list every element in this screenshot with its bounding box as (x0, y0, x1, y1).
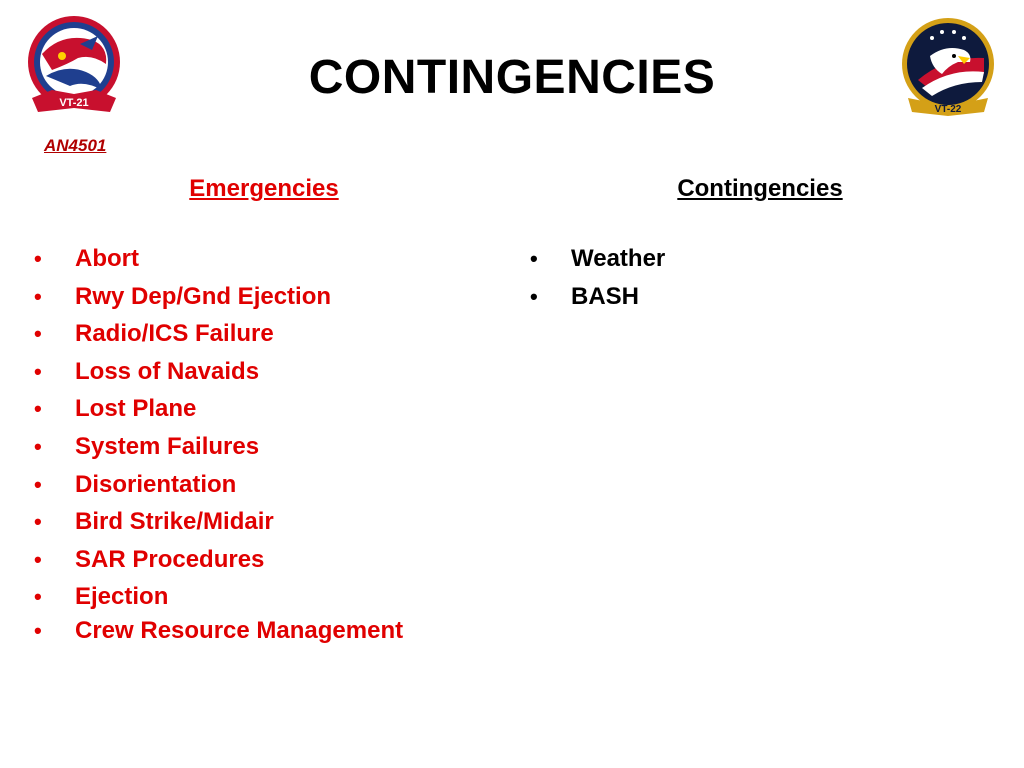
vt-21-patch-text: VT-21 (59, 97, 89, 109)
emergency-item-label: Rwy Dep/Gnd Ejection (75, 282, 332, 310)
emergency-item-label: Bird Strike/Midair (75, 508, 274, 536)
list-item (530, 242, 930, 280)
bullet-icon: • (34, 509, 42, 535)
emergencies-heading: Emergencies (189, 175, 339, 202)
page-title: CONTINGENCIES (308, 51, 716, 104)
list-item (34, 580, 494, 614)
contingency-item-label: Weather (571, 245, 666, 272)
emergency-item-label: Radio/ICS Failure (75, 320, 274, 348)
emergency-item-label: Ejection (75, 583, 169, 611)
emergency-item-label: Crew Resource Management (75, 617, 404, 645)
bullet-icon: • (34, 584, 42, 610)
bullet-icon: • (34, 358, 42, 384)
list-item (34, 543, 494, 581)
bullet-icon: • (34, 321, 42, 347)
course-code: AN4501 (44, 136, 107, 155)
contingencies-list (530, 242, 930, 317)
list-item (530, 280, 930, 318)
bullet-icon: • (34, 283, 42, 309)
emergency-item-label: System Failures (75, 432, 260, 460)
bullet-icon: • (34, 433, 42, 459)
bullet-icon: • (34, 618, 42, 644)
list-item (34, 242, 494, 280)
list-item (34, 505, 494, 543)
emergency-item-label: Lost Plane (75, 395, 197, 423)
list-item (34, 317, 494, 355)
list-item (34, 392, 494, 430)
emergency-item-label: Loss of Navaids (75, 357, 260, 385)
emergency-item-label: Abort (75, 245, 139, 272)
contingency-item-label: BASH (571, 282, 640, 310)
emergency-item-label: Disorientation (75, 470, 237, 498)
list-item (34, 355, 494, 393)
list-item (34, 614, 494, 652)
list-item (34, 280, 494, 318)
list-item (34, 430, 494, 468)
contingencies-heading: Contingencies (677, 175, 843, 202)
bullet-icon: • (34, 471, 42, 497)
bullet-icon: • (530, 283, 538, 309)
vt-22-patch-text: VT-22 (934, 104, 962, 115)
emergency-item-label: SAR Procedures (75, 545, 265, 573)
bullet-icon: • (34, 396, 42, 422)
list-item (34, 468, 494, 506)
emergencies-list (34, 242, 494, 652)
bullet-icon: • (34, 546, 42, 572)
bullet-icon: • (34, 246, 42, 271)
bullet-icon: • (530, 246, 538, 271)
